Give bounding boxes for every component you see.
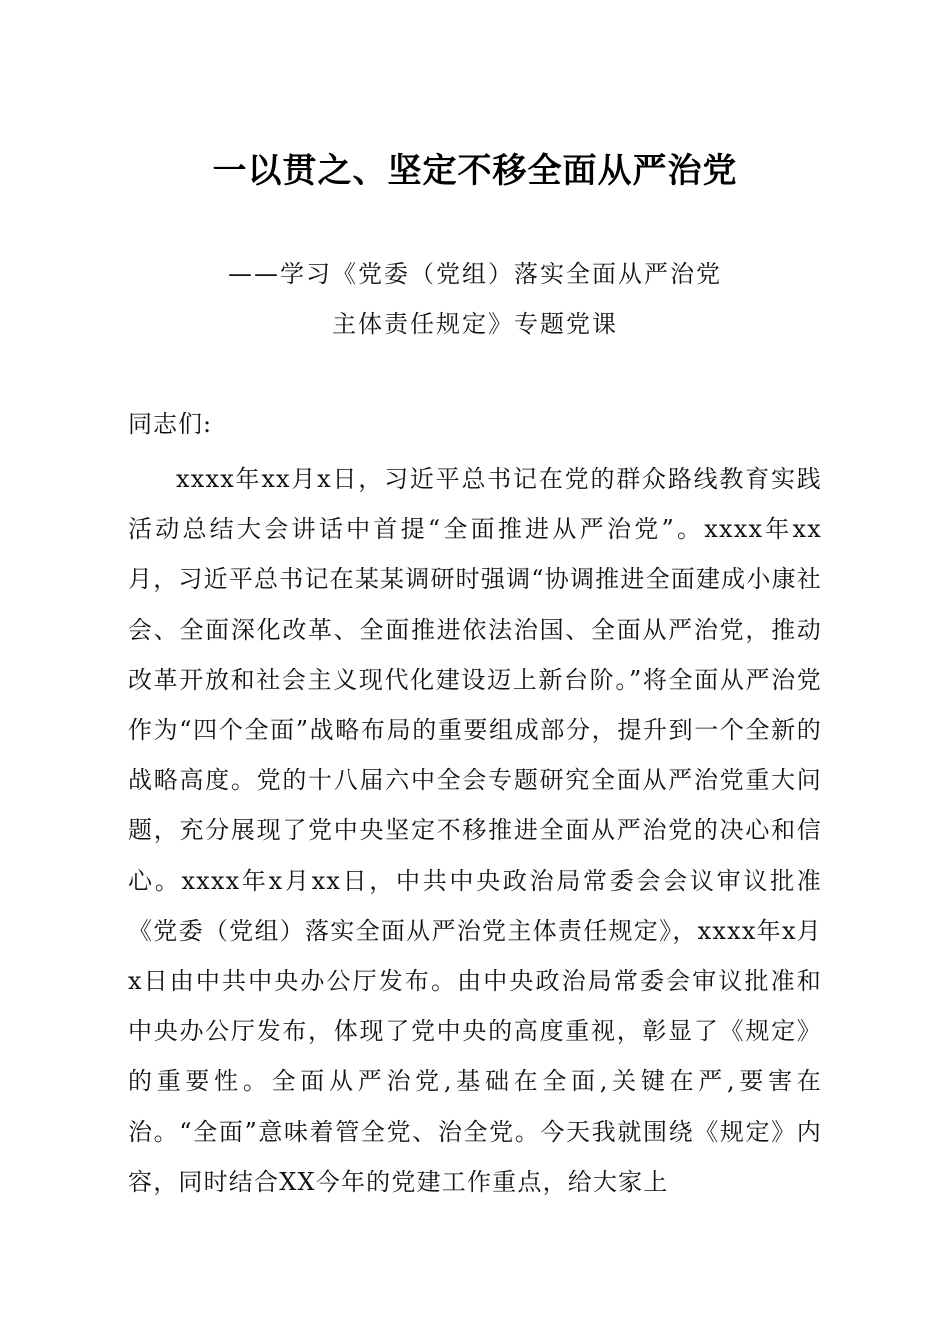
body-paragraph: xxxx年xx月x日，习近平总书记在党的群众路线教育实践活动总结大会讲话中首提“全面推进从严治党”。xxxx年xx月，习近平总书记在某某调研时强调“协调推进全面建成小康社会、全面深化改革、全面推进依法治国、全面从严治党，推动改革开放和社会主义现代化建设迈上新台阶。”将全面从严治党作为“四个全面”战略布局的重要组成部分，提升到一个全新的战略高度。党的十八届六中全会专题研究全面从严治党重大问题，充分展现了党中央坚定不移推进全面从严治党的决心和信心。xxxx年x月xx日，中共中央政治局常委会会议审议批准《党委（党组）落实全面从严治党主体责任规定》，xxxx年x月x日由中共中央办公厅发布。由中央政治局常委会审议批准和中央办公厅发布，体现了党中央的高度重视，彰显了《规定》的重要性。全面从严治党,基础在全面,关键在严,要害在治。“全面”意味着管全党、治全党。今天我就围绕《规定》内容，同时结合XX今年的党建工作重点，给大家上 [128, 465, 822, 1196]
document-subtitle-line-2: 主体责任规定》专题党课 [332, 310, 618, 338]
salutation: 同志们: [128, 410, 213, 438]
document-title: 一以贯之、坚定不移全面从严治党 [212, 151, 738, 191]
document-subtitle-line-1: ——学习《党委（党组）落实全面从严治党 [228, 260, 722, 288]
